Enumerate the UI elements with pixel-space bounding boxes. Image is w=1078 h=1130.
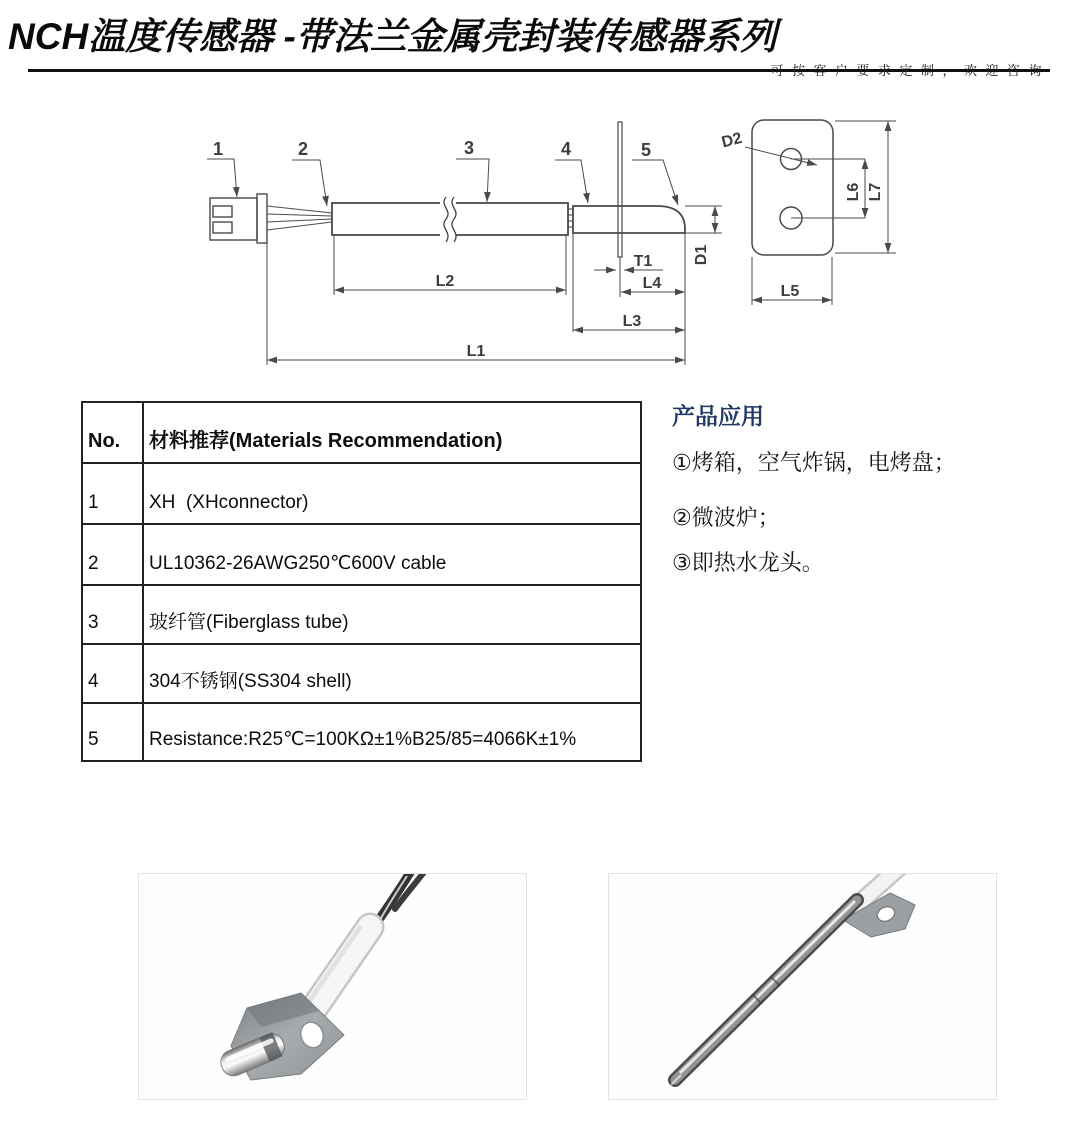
technical-drawing (160, 105, 905, 375)
application-item: ①烤箱，空气炸锅，电烤盘； (672, 450, 956, 475)
dim-label-D2: D2 (719, 129, 744, 152)
callout-3: 3 (463, 138, 475, 158)
metal-probe-graphic (671, 900, 857, 1085)
dim-label-L4: L4 (642, 275, 662, 292)
row-number: 4 (82, 644, 143, 703)
application-item: ③即热水龙头。 (672, 550, 824, 575)
dim-label-L2: L2 (435, 273, 455, 290)
table-header-row (82, 402, 641, 463)
tube-break-symbol (440, 197, 456, 242)
cable-wires (267, 206, 332, 230)
row-number: 1 (82, 463, 143, 524)
application-item: ②微波炉； (672, 505, 780, 530)
callout-2: 2 (297, 139, 309, 159)
customization-tagline: 可按客户要求定制，欢迎咨询 (770, 63, 1050, 78)
dim-label-T1: T1 (633, 253, 653, 270)
flange-plate-view (752, 120, 833, 255)
table-row (82, 644, 641, 703)
metal-shell-outline (573, 206, 685, 233)
dim-label-L6: L6 (845, 182, 862, 202)
page-title: NCH温度传感器 -带法兰金属壳封装传感器系列 (8, 16, 777, 57)
dim-label-L1: L1 (466, 343, 486, 360)
table-header-material: 材料推荐(Materials Recommendation) (143, 402, 641, 463)
table-header-no: No. (82, 402, 143, 463)
applications-section (672, 402, 1032, 578)
applications-title: 产品应用 (672, 403, 764, 429)
callout-5: 5 (640, 140, 652, 160)
dim-label-L7: L7 (867, 182, 884, 202)
materials-table (81, 401, 642, 762)
callout-4: 4 (560, 139, 572, 159)
table-row (82, 524, 641, 585)
row-number: 5 (82, 703, 143, 761)
table-row (82, 703, 641, 761)
dim-label-L3: L3 (622, 313, 642, 330)
ceramic-sleeve-graphic (308, 926, 370, 1007)
callout-1: 1 (212, 139, 224, 159)
material-cell: XH (XHconnector) (143, 463, 641, 524)
row-number: 2 (82, 524, 143, 585)
dim-label-D1: D1 (693, 244, 710, 266)
row-number: 3 (82, 585, 143, 644)
table-row (82, 585, 641, 644)
material-cell: 玻纤管(Fiberglass tube) (143, 585, 641, 644)
material-cell: Resistance:R25℃=100KΩ±1%B25/85=4066K±1% (143, 703, 641, 761)
product-photo-flanged-sensor (138, 873, 527, 1100)
xh-connector-outline (210, 194, 267, 243)
table-row (82, 463, 641, 524)
flange-dim-lines (752, 121, 896, 305)
material-cell: UL10362-26AWG250℃600V cable (143, 524, 641, 585)
flange-edge-view (618, 122, 622, 257)
material-cell: 304不锈钢(SS304 shell) (143, 644, 641, 703)
dim-label-L5: L5 (780, 283, 800, 300)
product-photo-probe-sensor (608, 873, 997, 1100)
